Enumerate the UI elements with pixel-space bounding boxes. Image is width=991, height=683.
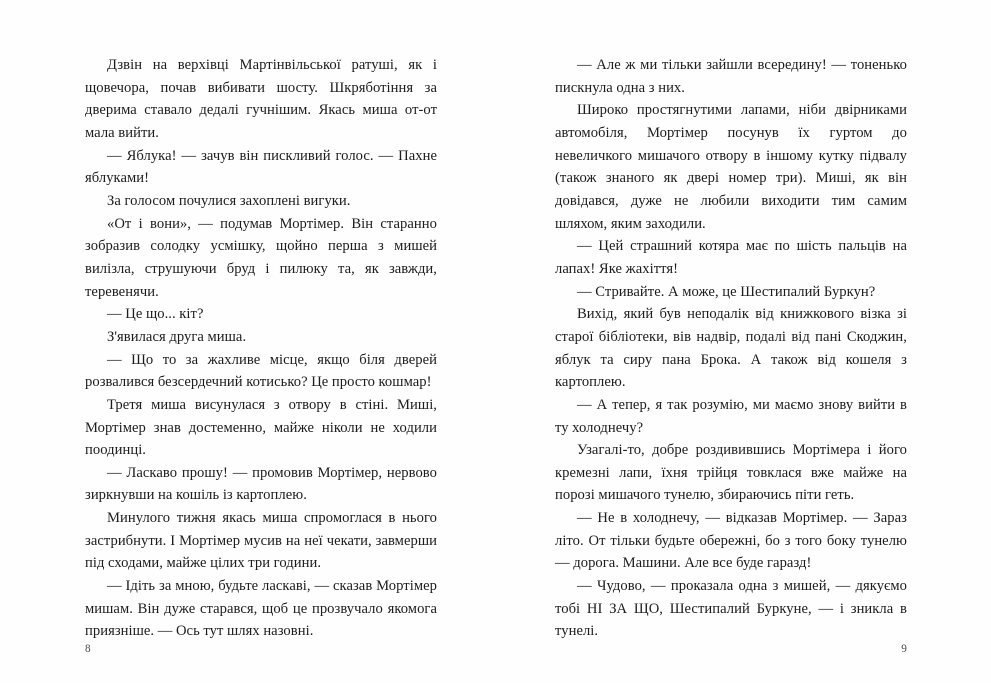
- left-column-text: [85, 54, 437, 643]
- paragraph: — Ласкаво прошу! — промовив Мортімер, нервово зиркнувши на кошіль із картоплею.: [85, 464, 437, 504]
- page-number-left: 8: [85, 643, 91, 655]
- paragraph: Дзвін на верхівці Мартінвільської ратуші, як і щовечора, почав вибивати шосту. Шкряботіння за дверима ставало дедалі гучнішим. Якась миша от-от мала вийти.: [85, 57, 437, 141]
- paragraph: Минулого тижня якась миша спромоглася в нього застрибнути. І Мортімер мусив на неї чекати, завмерши під сходами, майже цілих три години.: [85, 510, 437, 572]
- right-column-text: [555, 54, 907, 643]
- paragraph: — А тепер, я так розумію, ми маємо знову вийти в ту холоднечу?: [555, 396, 907, 436]
- paragraph: — Стривайте. А може, це Шестипалий Буркун?: [577, 283, 876, 300]
- paragraph: — Цей страшний котяра має по шість пальців на лапах! Яке жахіття!: [555, 238, 907, 277]
- page-number-right: 9: [901, 643, 907, 655]
- paragraph: «От і вони», — подумав Мортімер. Він старанно зобразив солодку усмішку, щойно перша з мишей вилізла, струшуючи бруд і пилюку та, як завжди, теревенячи.: [85, 215, 437, 300]
- paragraph: Третя миша висунулася з отвору в стіні. Миші, Мортімер знав достеменно, майже ніколи не ходили поодинці.: [85, 396, 437, 459]
- paragraph: — Але ж ми тільки зайшли всередину! — тоненько пискнула одна з них.: [555, 57, 907, 96]
- paragraph: — Це що... кіт?: [107, 306, 204, 323]
- paragraph: За голосом почулися захоплені вигуки.: [107, 192, 351, 209]
- page-right: [496, 0, 991, 683]
- paragraph: — Яблука! — зачув він пискливий голос. — Пахне яблуками!: [85, 147, 437, 187]
- paragraph: — Ідіть за мною, будьте ласкаві, — сказав Мортімер мишам. Він дуже старався, щоб це прозвучало якомога приязніше. — Ось тут шлях назовні.: [85, 578, 437, 640]
- paragraph: Вихід, який був неподалік від книжкового візка зі старої бібліотеки, вів надвір, подалі від пані Скоджин, яблук та сиру пана Брока. А також від кошеля з картоплею.: [555, 306, 907, 391]
- paragraph: Широко простягнутими лапами, ніби двірниками автомобіля, Мортімер посунув їх гуртом до невеличкого мишачого отвору в іншому кутку підвалу (також знаного як двері номер три). Миші, як він довідався, дуже не любили виходити тим самим шляхом, яким заходили.: [555, 102, 907, 232]
- paragraph: Узагалі-то, добре роздивившись Мортімера і його кремезні лапи, їхня трійця товклася вже майже на порозі мишачого тунелю, збираючись піти геть.: [555, 442, 907, 504]
- paragraph: — Не в холоднечу, — відказав Мортімер. — Зараз літо. От тільки будьте обережні, бо з того боку тунелю — дорога. Машини. Але все буде гаразд!: [555, 510, 907, 572]
- paragraph: — Чудово, — проказала одна з мишей, — дякуємо тобі НІ ЗА ЩО, Шестипалий Буркуне, — і зникла в тунелі.: [555, 578, 907, 640]
- paragraph: — Що то за жахливе місце, якщо біля дверей розвалився безсердечний котисько? Це просто кошмар!: [85, 351, 437, 391]
- paragraph: З'явилася друга миша.: [107, 328, 247, 345]
